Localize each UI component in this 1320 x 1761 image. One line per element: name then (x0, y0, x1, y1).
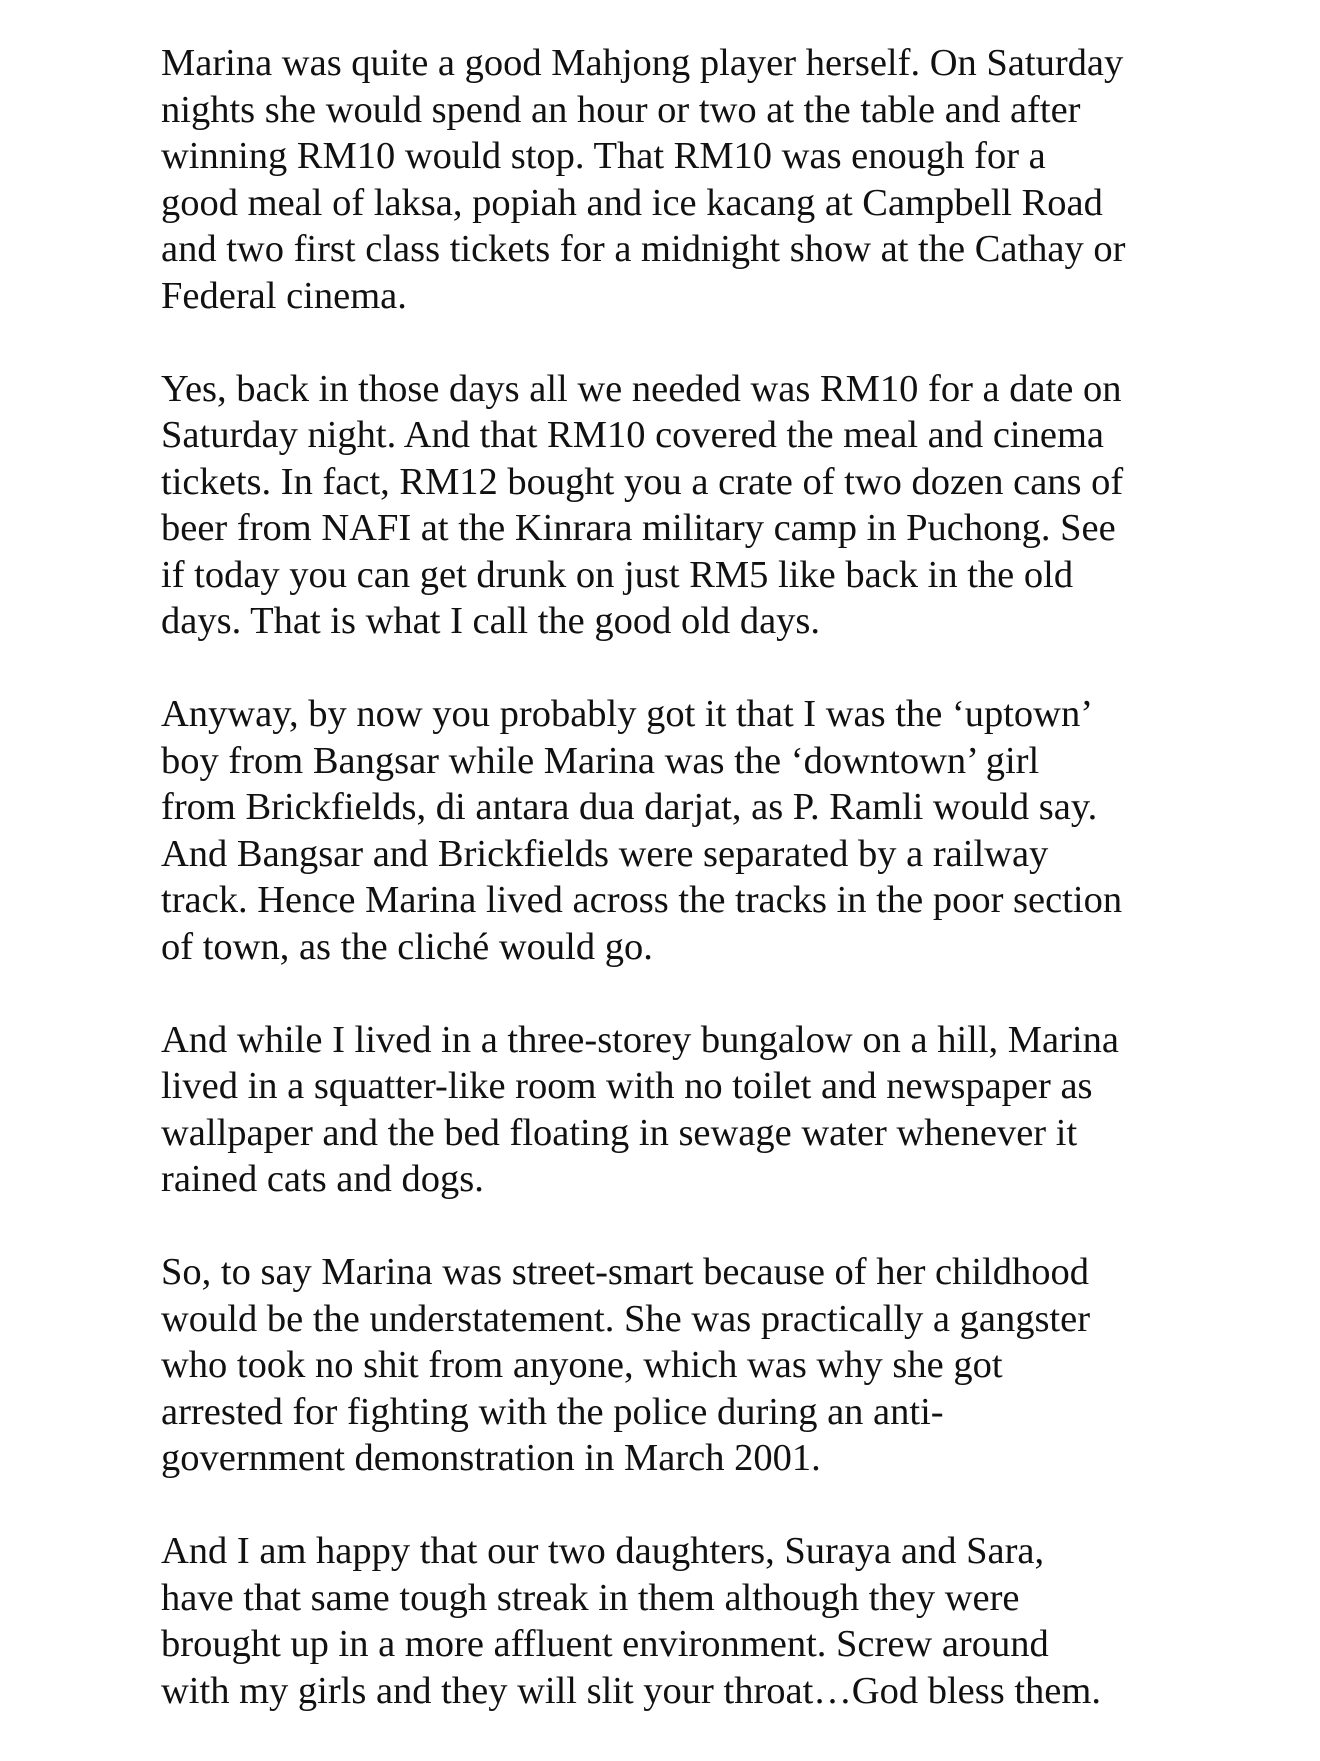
text-line: of town, as the cliché would go. (161, 925, 653, 968)
text-line: beer from NAFI at the Kinrara military camp in Puchong. See (161, 507, 1116, 549)
text-line: And Bangsar and Brickfields were separated by a railway (161, 832, 1049, 875)
text-line: And while I lived in a three-storey bungalow on a hill, Marina (161, 1018, 1119, 1061)
text-line: government demonstration in March 2001. (161, 1437, 821, 1479)
text-line: winning RM10 would stop. That RM10 was enough for a (161, 135, 1046, 177)
text-line: rained cats and dogs. (161, 1158, 484, 1200)
text-line: would be the understatement. She was practically a gangster (161, 1297, 1091, 1340)
text-line: Marina was quite a good Mahjong player herself. On Saturday (161, 42, 1124, 84)
paragraph-1 (161, 40, 1201, 319)
text-line: Federal cinema. (161, 274, 407, 317)
text-line: lived in a squatter-like room with no toilet and newspaper as (161, 1065, 1093, 1107)
text-line: So, to say Marina was street-smart because of her childhood (161, 1251, 1090, 1293)
paragraph-6 (161, 1528, 1201, 1714)
text-line: from Brickfields, di antara dua darjat, as P. Ramli would say. (161, 786, 1098, 828)
paragraph-2 (161, 366, 1201, 645)
text-line: and two first class tickets for a midnight show at the Cathay or (161, 228, 1126, 270)
paragraph-4 (161, 1017, 1201, 1203)
text-line: wallpaper and the bed floating in sewage water whenever it (161, 1111, 1078, 1154)
text-line: brought up in a more affluent environment. Screw around (161, 1623, 1049, 1665)
paragraph-5 (161, 1249, 1201, 1482)
document-body (161, 40, 1201, 1761)
paragraph-3 (161, 691, 1201, 970)
text-line: Anyway, by now you probably got it that I was the ‘uptown’ (161, 693, 1094, 735)
text-line: who took no shit from anyone, which was why she got (161, 1344, 1003, 1386)
text-line: track. Hence Marina lived across the tracks in the poor section (161, 879, 1123, 921)
text-line: boy from Bangsar while Marina was the ‘downtown’ girl (161, 739, 1040, 782)
text-line: And I am happy that our two daughters, Suraya and Sara, (161, 1530, 1045, 1572)
text-line: tickets. In fact, RM12 bought you a crate of two dozen cans of (161, 460, 1124, 503)
text-line: good meal of laksa, popiah and ice kacang at Campbell Road (161, 181, 1103, 224)
text-line: Yes, back in those days all we needed was RM10 for a date on (161, 367, 1122, 410)
text-line: days. That is what I call the good old days. (161, 600, 821, 642)
text-line: Saturday night. And that RM10 covered the meal and cinema (161, 414, 1105, 456)
text-line: have that same tough streak in them although they were (161, 1576, 1020, 1619)
text-line: with my girls and they will slit your throat…God bless them. (161, 1669, 1101, 1712)
text-line: if today you can get drunk on just RM5 like back in the old (161, 553, 1074, 596)
text-line: arrested for fighting with the police during an anti- (161, 1390, 944, 1433)
text-line: nights she would spend an hour or two at the table and after (161, 88, 1081, 131)
